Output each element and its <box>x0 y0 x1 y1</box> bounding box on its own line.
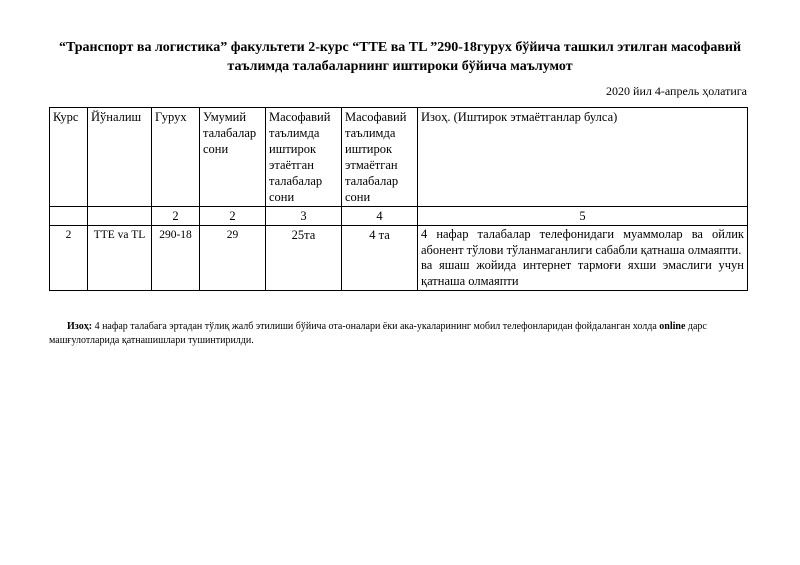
column-number <box>50 207 88 226</box>
header-course: Курс <box>50 108 88 207</box>
footnote-text-end: дарс машғулотларида қатнашишлари тушинтирилди. <box>49 321 707 346</box>
column-number-row <box>50 207 748 226</box>
document-title <box>40 38 760 76</box>
footnote-highlight: online <box>659 321 686 332</box>
attendance-table <box>49 107 748 291</box>
header-group: Гурух <box>152 108 200 207</box>
header-total-students: Умумий талабалар сони <box>200 108 266 207</box>
column-number: 3 <box>266 207 342 226</box>
note-line-1: 4 нафар талабалар телефонидаги муаммолар ва ойлик абонент тўлови тўланмаганлиги сабабли қатнаша олмаяпти. <box>421 227 744 257</box>
cell-course: 2 <box>50 226 88 291</box>
cell-participating: 25та <box>266 226 342 291</box>
cell-total: 29 <box>200 226 266 291</box>
footnote <box>49 320 749 348</box>
column-number: 2 <box>152 207 200 226</box>
title-line-2: таълимда талабаларнинг иштироки бўйича маълумот <box>227 59 573 74</box>
header-direction: Йўналиш <box>88 108 152 207</box>
footnote-text: 4 нафар талабага эртадан тўлиқ жалб этилиши бўйича ота-оналари ёки ака-укаларининг мобил телефонларидан фойдаланган холда <box>92 321 660 332</box>
column-number: 5 <box>418 207 748 226</box>
column-number: 2 <box>200 207 266 226</box>
header-note: Изоҳ. (Иштирок этмаётганлар булса) <box>418 108 748 207</box>
cell-not-participating: 4 та <box>342 226 418 291</box>
column-number <box>88 207 152 226</box>
note-line-2: ва яшаш жойида интернет тармоғи яхши эмаслиги учун қатнаша олмаяпти <box>421 258 744 288</box>
table-row <box>50 226 748 291</box>
cell-note <box>418 226 748 291</box>
table-header-row <box>50 108 748 207</box>
cell-direction: TTE va TL <box>88 226 152 291</box>
header-participating: Масофавий таълимда иштирок этаётган талабалар сони <box>266 108 342 207</box>
cell-group: 290-18 <box>152 226 200 291</box>
title-line-1: “Транспорт ва логистика” факультети 2-курс “TTE ва TL ”290-18гурух бўйича ташкил этилган масофавий <box>58 40 742 55</box>
header-not-participating: Масофавий таълимда иштирок этмаётган талабалар сони <box>342 108 418 207</box>
report-date: 2020 йил 4-апрель ҳолатига <box>606 84 747 98</box>
column-number: 4 <box>342 207 418 226</box>
footnote-label: Изоҳ: <box>67 321 93 332</box>
